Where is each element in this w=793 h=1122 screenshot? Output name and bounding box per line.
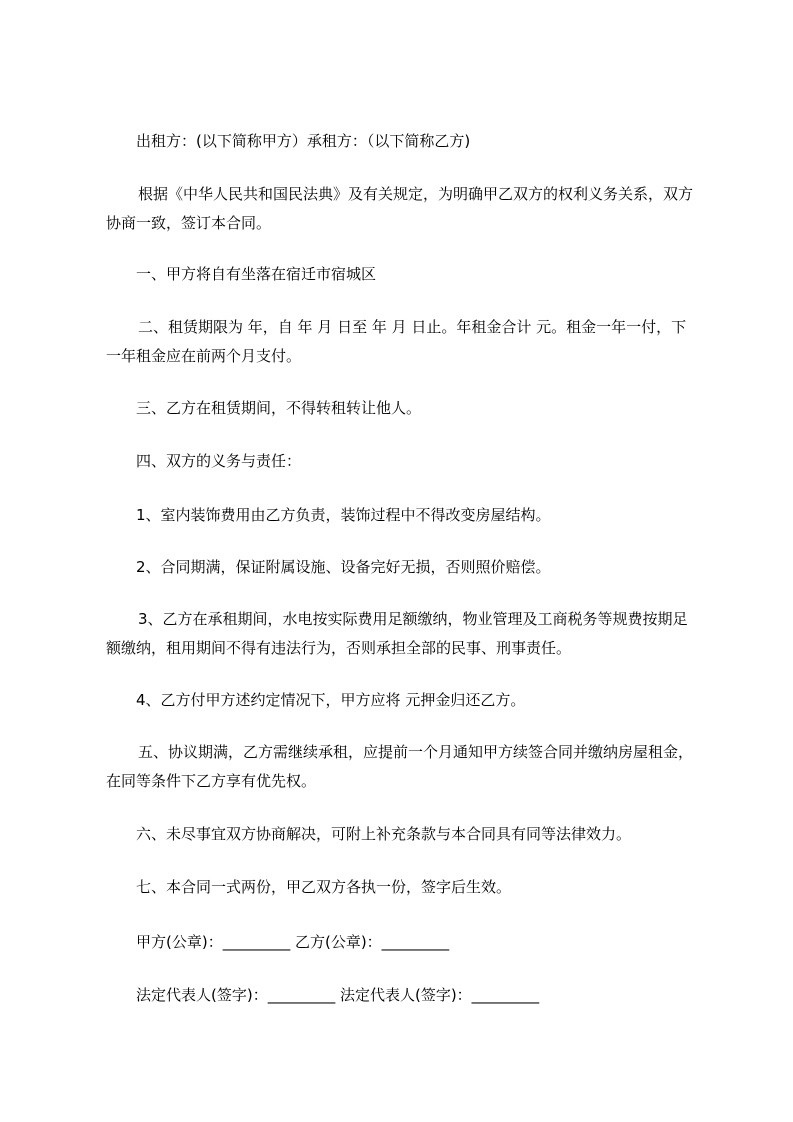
item-4: 4、乙方付甲方述约定情况下，甲方应将 元押金归还乙方。	[136, 691, 526, 709]
clause-6: 六、未尽事宜双方协商解决，可附上补充条款与本合同具有同等法律效力。	[136, 825, 632, 843]
clause-3: 三、乙方在租赁期间，不得转租转让他人。	[136, 399, 422, 417]
item-1: 1、室内装饰费用由乙方负责，装饰过程中不得改变房屋结构。	[136, 506, 551, 524]
clause-4: 四、双方的义务与责任：	[136, 452, 302, 470]
clause-2: 二、租赁期限为 年，自 年 月 日至 年 月 日止。年租金合计 元。租金一年一付，下一年租金应在前两个月支付。	[106, 318, 687, 365]
clause-7: 七、本合同一式两份，甲乙双方各执一份，签字后生效。	[136, 878, 512, 896]
item-3: 3、乙方在承租期间，水电按实际费用足额缴纳，物业管理及工商税务等规费按期足额缴纳，租用期间不得有违法行为，否则承担全部的民事、刑事责任。	[106, 610, 688, 657]
item-2: 2、合同期满，保证附属设施、设备完好无损，否则照价赔偿。	[136, 558, 551, 576]
clause-5: 五、协议期满，乙方需继续承租，应提前一个月通知甲方续签合同并缴纳房屋租金，在同等条件下乙方享有优先权。	[106, 743, 694, 790]
seal-signature-line: 甲方(公章)：_________ 乙方(公章)：_________	[136, 933, 450, 951]
parties-line: 出租方：(以下简称甲方）承租方：（以下简称乙方)	[136, 132, 471, 150]
intro-paragraph: 根据《中华人民共和国民法典》及有关规定，为明确甲乙双方的权利义务关系，双方协商一致，签订本合同。	[106, 185, 694, 232]
representative-signature-line: 法定代表人(签字)：_________ 法定代表人(签字)：_________	[136, 986, 540, 1004]
clause-1: 一、甲方将自有坐落在宿迁市宿城区	[136, 265, 377, 283]
